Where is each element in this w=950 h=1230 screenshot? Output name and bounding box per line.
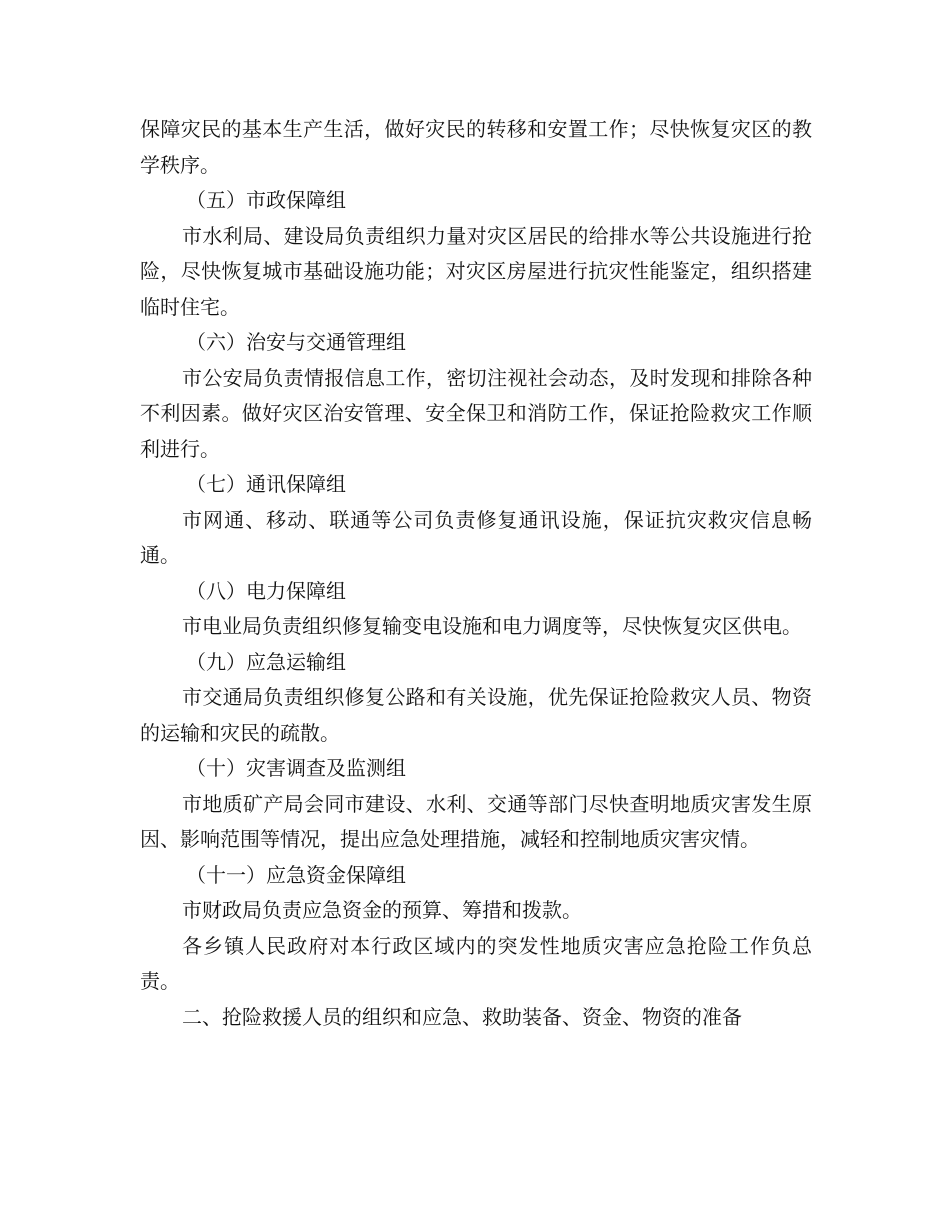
section-heading-7: （七）通讯保障组 <box>186 472 346 496</box>
section-heading-6: （六）治安与交通管理组 <box>186 330 406 354</box>
section-heading-9: （九）应急运输组 <box>186 649 346 674</box>
paragraph-emergency-transport: 市交通局负责组织修复公路和有关设施，优先保证抢险救灾人员、物资的运输和灾民的疏散。 <box>140 685 812 745</box>
paragraph-township-responsibility: 各乡镇人民政府对本行政区域内的突发性地质灾害应急抢险工作负总责。 <box>140 933 812 993</box>
section-heading-8: （八）电力保障组 <box>186 578 346 603</box>
section-heading-rescue-preparation: 二、抢险救援人员的组织和应急、救助装备、资金、物资的准备 <box>182 1004 742 1029</box>
paragraph-communications: 市网通、移动、联通等公司负责修复通讯设施，保证抗灾救灾信息畅通。 <box>140 507 812 567</box>
section-heading-10: （十）灾害调查及监测组 <box>186 756 406 780</box>
paragraph-disaster-survey: 市地质矿产局会同市建设、水利、交通等部门尽快查明地质灾害发生原因、影响范围等情况，提出应急处理措施，减轻和控制地质灾害灾情。 <box>140 791 812 851</box>
section-heading-5: （五）市政保障组 <box>186 188 346 212</box>
paragraph-security-traffic: 市公安局负责情报信息工作，密切注视社会动态，及时发现和排除各种不利因素。做好灾区治安管理、安全保卫和消防工作，保证抢险救灾工作顺利进行。 <box>140 365 812 461</box>
paragraph-power-support: 市电业局负责组织修复输变电设施和电力调度等，尽快恢复灾区供电。 <box>182 614 802 638</box>
paragraph-continuation: 保障灾民的基本生产生活，做好灾民的转移和安置工作；尽快恢复灾区的教学秩序。 <box>140 117 812 177</box>
paragraph-funding-support: 市财政局负责应急资金的预算、筹措和拨款。 <box>182 898 582 922</box>
document-body <box>140 112 812 1035</box>
paragraph-municipal-support: 市水利局、建设局负责组织力量对灾区居民的给排水等公共设施进行抢险，尽快恢复城市基础设施功能；对灾区房屋进行抗灾性能鉴定，组织搭建临时住宅。 <box>140 223 812 319</box>
section-heading-11: （十一）应急资金保障组 <box>186 862 406 887</box>
